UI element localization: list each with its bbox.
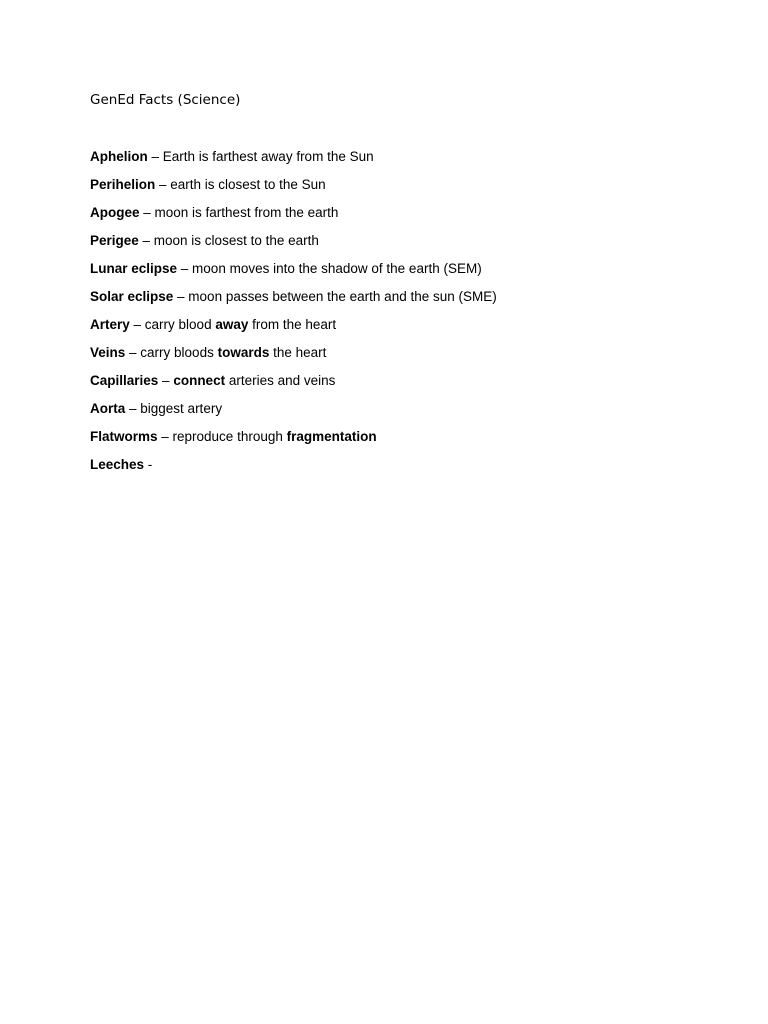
fact-text: – carry bloods: [125, 345, 218, 360]
fact-text: arteries and veins: [225, 373, 336, 388]
fact-text: – biggest artery: [125, 401, 223, 416]
fact-line: [90, 400, 497, 428]
fact-text: – moon moves into the shadow of the earth (SEM): [177, 261, 482, 276]
fact-text: – earth is closest to the Sun: [155, 177, 326, 192]
fact-term: Artery: [90, 317, 130, 332]
fact-line: [90, 288, 497, 316]
fact-line: [90, 176, 497, 204]
fact-term: Veins: [90, 345, 126, 360]
fact-text: – moon is closest to the earth: [138, 233, 319, 248]
fact-term: Perigee: [90, 233, 139, 248]
fact-line: [90, 148, 497, 176]
fact-term: Flatworms: [90, 429, 158, 444]
fact-term: Aorta: [90, 401, 126, 416]
fact-line: [90, 316, 497, 344]
fact-line: [90, 372, 497, 400]
fact-line: [90, 204, 497, 232]
fact-text: – reproduce through: [157, 429, 287, 444]
fact-term: Capillaries: [90, 373, 159, 388]
fact-text: from the heart: [248, 317, 337, 332]
fact-text: -: [144, 457, 153, 472]
fact-term: Perihelion: [90, 177, 156, 192]
fact-text: – Earth is farthest away from the Sun: [147, 149, 374, 164]
fact-term: Aphelion: [90, 149, 148, 164]
fact-text: the heart: [269, 345, 327, 360]
fact-term: Leeches: [90, 457, 145, 472]
fact-term: Apogee: [90, 205, 140, 220]
fact-term: connect: [173, 373, 226, 388]
document-title: GenEd Facts (Science): [90, 92, 241, 108]
fact-line: [90, 456, 497, 484]
fact-line: [90, 260, 497, 288]
fact-text: – moon is farthest from the earth: [139, 205, 339, 220]
fact-term: Solar eclipse: [90, 289, 174, 304]
fact-text: – moon passes between the earth and the sun (SME): [173, 289, 497, 304]
fact-term: Lunar eclipse: [90, 261, 178, 276]
fact-term: towards: [217, 345, 270, 360]
fact-line: [90, 344, 497, 372]
fact-line: [90, 232, 497, 260]
fact-term: away: [215, 317, 249, 332]
fact-text: –: [158, 373, 174, 388]
fact-term: fragmentation: [286, 429, 377, 444]
fact-line: [90, 428, 497, 456]
fact-text: – carry blood: [129, 317, 216, 332]
facts-list: [90, 148, 497, 484]
